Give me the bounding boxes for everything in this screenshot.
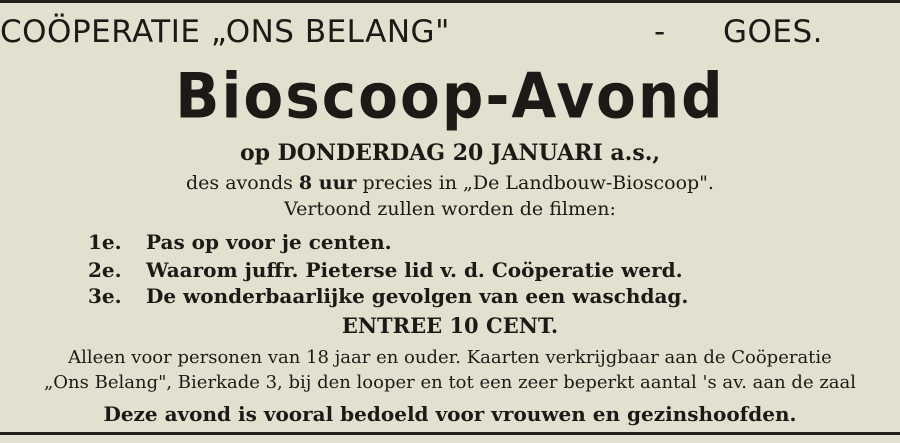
- event-time-venue: [0, 172, 900, 194]
- header-separator: -: [654, 14, 666, 50]
- film-title: Waarom juffr. Pieterse lid v. d. Coöperatie werd.: [146, 258, 683, 282]
- bottom-rule: [0, 432, 900, 435]
- top-rule: [0, 0, 900, 3]
- film-item: [88, 230, 392, 254]
- film-number: 2e.: [88, 258, 122, 282]
- closing-note: Deze avond is vooral bedoeld voor vrouwen en gezinshoofden.: [103, 402, 797, 426]
- films-intro: Vertoond zullen worden de filmen:: [284, 198, 616, 220]
- advert-header: [0, 14, 900, 58]
- film-number: 3e.: [88, 284, 122, 308]
- time-value: 8 uur: [298, 172, 357, 194]
- event-title: Bioscoop-Avond: [175, 59, 725, 133]
- time-venue: precies in „De Landbouw-Bioscoop".: [362, 172, 714, 194]
- entrance-fee: ENTREE 10 CENT.: [341, 313, 559, 338]
- time-prefix: des avonds: [186, 172, 293, 194]
- film-item: [88, 284, 688, 308]
- event-date: op DONDERDAG 20 JANUARI a.s.,: [239, 140, 661, 166]
- ticket-info-line-2: „Ons Belang", Bierkade 3, bij den looper en tot een zeer beperkt aantal 's av. aan de zaal: [43, 372, 857, 393]
- film-title: Pas op voor je centen.: [146, 230, 392, 254]
- organization-name: COÖPERATIE „ONS BELANG": [0, 14, 450, 50]
- city-name: GOES.: [723, 14, 824, 50]
- film-item: [88, 258, 683, 282]
- film-title: De wonderbaarlijke gevolgen van een waschdag.: [146, 284, 689, 308]
- ticket-info-line-1: Alleen voor personen van 18 jaar en ouder. Kaarten verkrijgbaar aan de Coöperatie: [68, 347, 832, 368]
- film-number: 1e.: [88, 230, 122, 254]
